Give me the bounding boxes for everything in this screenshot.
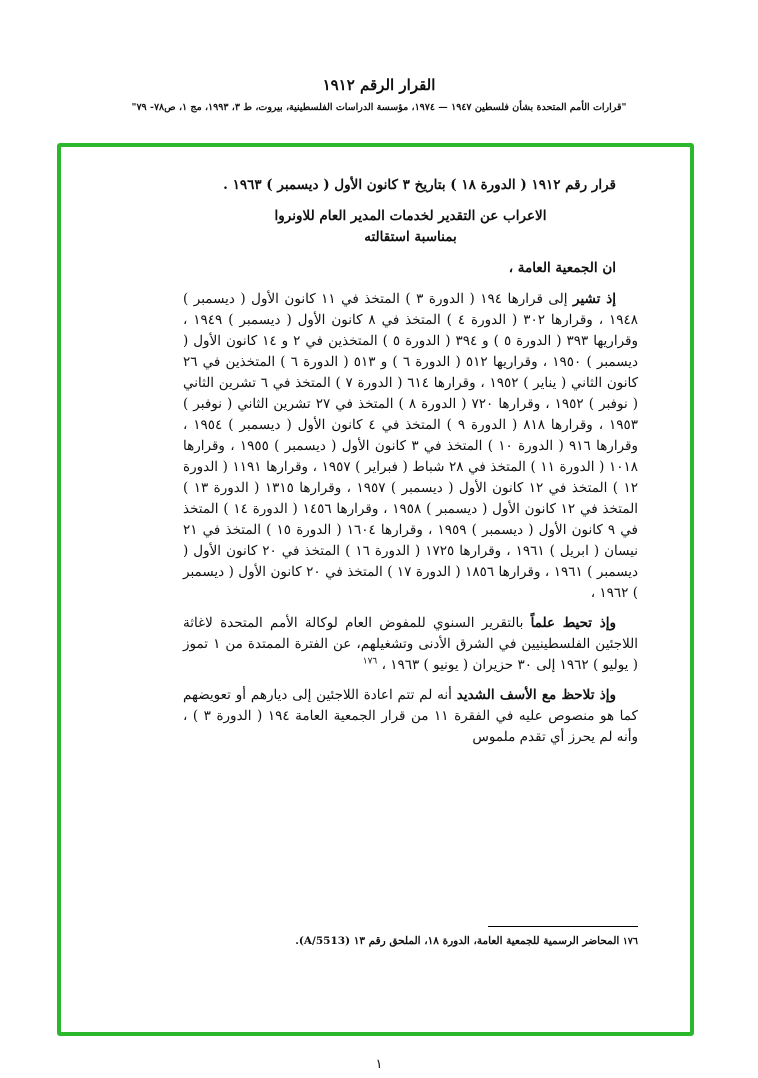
resolution-border-box — [57, 143, 694, 1036]
footnote-area — [183, 926, 638, 949]
source-citation: "قرارات الأمم المتحدة بشأن فلسطين ١٩٤٧ — ١٩٧٤، مؤسسة الدراسات الفلسطينية، بيروت، ط ٣، ١٩٩٣، مج ١، ص٧٨- ٧٩" — [131, 102, 627, 113]
page-number: ١ — [375, 1057, 383, 1072]
paragraph-lead: وإذ تلاحظ مع الأسف الشديد — [456, 687, 616, 703]
footnote-reference: ١٧٦ — [362, 656, 378, 667]
page-title: القرار الرقم ١٩١٢ — [322, 76, 436, 94]
paragraph-noting-regret — [183, 685, 638, 748]
paragraph-recalling-resolutions — [183, 289, 638, 604]
footnote-marker: ١٧٦ — [622, 936, 638, 947]
footnote — [183, 934, 638, 949]
paragraph-text: أنه لم تتم اعادة اللاجئين إلى ديارهم أو تعويضهم كما هو منصوص عليه في الفقرة ١١ من قرار الجمعية العامة ١٩٤ ( الدورة ٣ ) ، وأنه لم يحرز أي تقدم ملموس — [183, 687, 638, 745]
resolution-heading: قرار رقم ١٩١٢ ( الدورة ١٨ ) بتاريخ ٣ كانون الأول ( ديسمبر ) ١٩٦٣ . — [223, 177, 616, 193]
paragraph-lead: وإذ تحيط علماً — [530, 615, 617, 631]
resolution-body — [183, 175, 638, 757]
paragraph-text: إلى قرارها ١٩٤ ( الدورة ٣ ) المتخذ في ١١ كانون الأول ( ديسمبر ) ١٩٤٨ ، وقرارها ٣٠٢ ( الدورة ٤ ) المتخذ في ٨ كانون الأول ( ديسمبر ) ١٩٤٩ ، وقراريها ٣٩٣ ( الدورة ٥ ) و ٣٩٤ ( الدورة ٥ ) المتخذين في ٢ و ١٤ كانون الأول ( ديسمبر ) ١٩٥٠ ، وقراريها ٥١٢ ( الدورة ٦ ) و ٥١٣ ( الدورة ٦ ) المتخذين في ٢٦ كانون الثاني ( يناير ) ١٩٥٢ ، وقرارها ٦١٤ ( الدورة ٧ ) المتخذ في ٦ تشرين الثاني ( نوفبر ) ١٩٥٢ ، وقرارها ٧٢٠ ( الدورة ٨ ) المتخذ في ٢٧ تشرين الثاني ( نوفبر ) ١٩٥٣ ، وقرارها ٨١٨ ( الدورة ٩ ) المتخذ في ٤ كانون الأول ( ديسمبر ) ١٩٥٤ ، وقرارها ٩١٦ ( الدورة ١٠ ) المتخذ في ٣ كانون الأول ( ديسمبر ) ١٩٥٥ ، وقرارها ١٠١٨ ( الدورة ١١ ) المتخذ في ٢٨ شباط ( فبراير ) ١٩٥٧ ، وقرارها ١١٩١ ( الدورة ١٢ ) المتخذ في ١٢ كانون الأول ( ديسمبر ) ١٩٥٧ ، وقرارها ١٣١٥ ( الدورة ١٣ ) المتخذ في ١٢ كانون الأول ( ديسمبر ) ١٩٥٨ ، وقرارها ١٤٥٦ ( الدورة ١٤ ) المتخذ في ٩ كانون الأول ( ديسمبر ) ١٩٥٩ ، وقرارها ١٦٠٤ ( الدورة ١٥ ) المتخذ في ٢١ نيسان ( ابريل ) ١٩٦١ ، وقرارها ١٧٢٥ ( الدورة ١٦ ) المتخذ في ٢٠ كانون الأول ( ديسمبر ) ١٩٦١ ، وقرارها ١٨٥٦ ( الدورة ١٧ ) المتخذ في ٢٠ كانون الأول ( ديسمبر ) ١٩٦٢ ، — [183, 291, 639, 601]
paragraph-taking-note-report — [183, 613, 638, 676]
assembly-salutation: ان الجمعية العامة ، — [508, 260, 616, 276]
resolution-subheading: الاعراب عن التقدير لخدمات المدير العام للاونروا بمناسبة استقالته — [274, 208, 547, 245]
footnote-divider — [488, 926, 638, 927]
footnote-text: المحاضر الرسمية للجمعية العامة، الدورة ١٨، الملحق رقم ١٣ (A/5513). — [295, 935, 620, 947]
paragraph-lead: إذ تشير — [573, 291, 617, 307]
paragraph-text: بالتقرير السنوي للمفوض العام لوكالة الأمم المتحدة لاغاثة اللاجئين الفلسطينيين في الشرق الأدنى وتشغيلهم، عن الفترة الممتدة من ١ تموز ( يوليو ) ١٩٦٢ إلى ٣٠ حزيران ( يونيو ) ١٩٦٣ ، — [183, 615, 638, 673]
